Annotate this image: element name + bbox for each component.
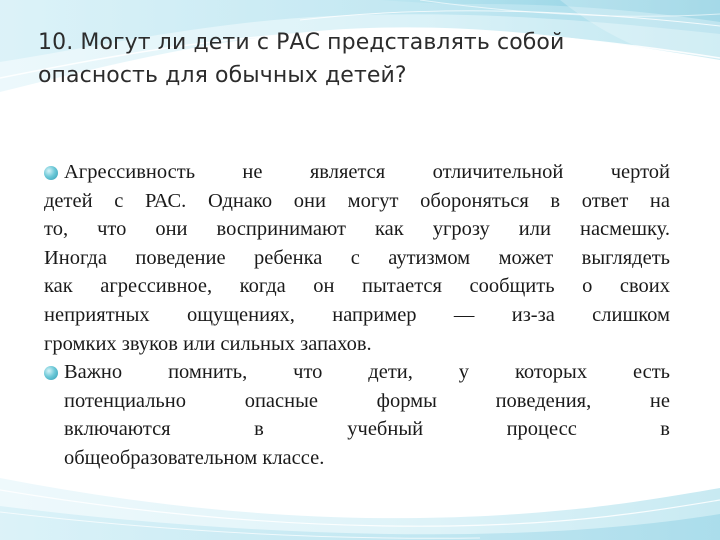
- bullet-line: потенциально опасные формы поведения, не: [64, 389, 670, 412]
- slide-title-line: 10. Могут ли дети с РАС представлять собой: [38, 30, 565, 55]
- slide-title: [38, 26, 658, 92]
- bullet-item: [44, 158, 670, 358]
- bullet-line: то, что они воспринимают как угрозу или насмешку.: [44, 218, 670, 241]
- slide-body: [44, 158, 670, 473]
- bullet-line: Важно помнить, что дети, у которых есть: [64, 361, 670, 384]
- bullet-item: [44, 358, 670, 472]
- slide-title-line: опасность для обычных детей?: [38, 63, 407, 88]
- bullet-line: включаются в учебный процесс в: [64, 418, 670, 441]
- bullet-line: детей с РАС. Однако они могут обороняться в ответ на: [44, 189, 670, 212]
- bullet-dot-icon: [44, 366, 58, 380]
- bullet-line: неприятных ощущениях, например — из-за слишком: [44, 303, 670, 326]
- bullet-line: как агрессивное, когда он пытается сообщить о своих: [44, 275, 670, 298]
- bullet-line: Агрессивность не является отличительной чертой: [64, 161, 670, 183]
- bullet-dot-icon: [44, 166, 58, 180]
- bullet-line: общеобразовательном классе.: [64, 446, 325, 469]
- bullet-line: Иногда поведение ребенка с аутизмом может выглядеть: [44, 246, 670, 269]
- bullet-line: громких звуков или сильных запахов.: [44, 332, 372, 355]
